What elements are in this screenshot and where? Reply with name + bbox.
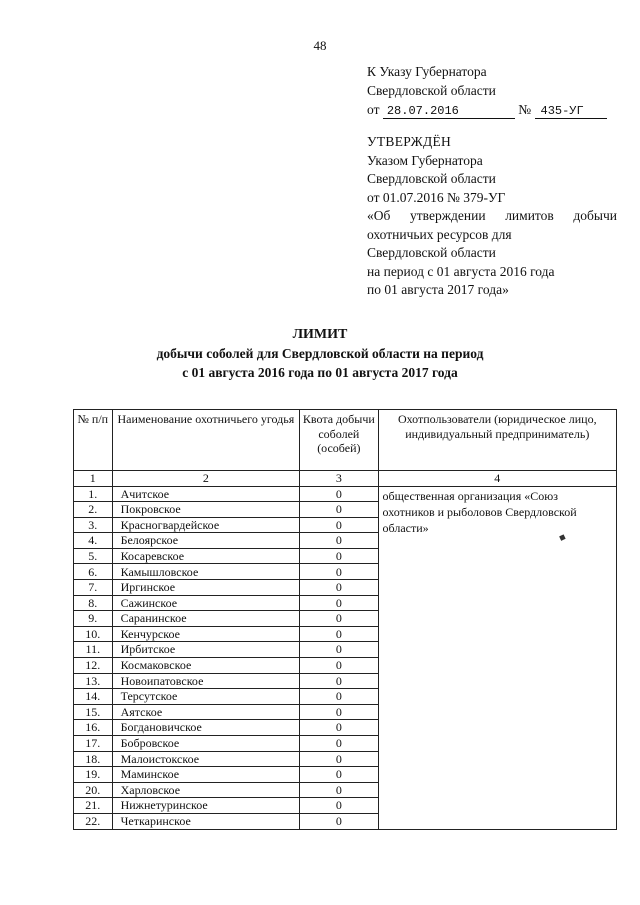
heading-line-3: с 01 августа 2016 года по 01 августа 2017 года (182, 365, 458, 380)
sable-quota: 0 (300, 517, 378, 533)
hunting-ground-name: Иргинское (112, 580, 300, 596)
table-row (74, 486, 617, 502)
row-number: 12. (74, 658, 113, 674)
row-number: 6. (74, 564, 113, 580)
approval-line: от 01.07.2016 № 379-УГ (367, 189, 506, 205)
hunting-user: общественная организация «Союз охотников и рыболовов Свердловской области» (378, 486, 616, 829)
header-quota: Квота добычи соболей (особей) (300, 410, 378, 471)
sable-quota: 0 (300, 658, 378, 674)
sable-quota: 0 (300, 626, 378, 642)
hunting-ground-name: Ачитское (112, 486, 300, 502)
approval-line: Указом Губернатора (367, 152, 483, 168)
column-numbers-row (74, 471, 617, 487)
sable-quota: 0 (300, 813, 378, 829)
annex-date: 28.07.2016 (383, 104, 515, 119)
approval-block (367, 133, 617, 300)
sable-quota: 0 (300, 595, 378, 611)
column-number: 2 (112, 471, 300, 487)
sable-quota: 0 (300, 673, 378, 689)
sable-quota: 0 (300, 580, 378, 596)
sable-quota: 0 (300, 502, 378, 518)
hunting-ground-name: Покровское (112, 502, 300, 518)
approval-line: на период с 01 августа 2016 года (367, 263, 555, 279)
sable-quota: 0 (300, 720, 378, 736)
sable-quota: 0 (300, 486, 378, 502)
sable-quota: 0 (300, 704, 378, 720)
annex-line-2: Свердловской области (367, 83, 496, 98)
annex-number-label: № (518, 102, 532, 117)
annex-date-line (367, 100, 607, 119)
row-number: 13. (74, 673, 113, 689)
row-number: 7. (74, 580, 113, 596)
approval-line: Свердловской области (367, 245, 496, 260)
sable-quota: 0 (300, 548, 378, 564)
row-number: 17. (74, 736, 113, 752)
column-number: 4 (378, 471, 616, 487)
row-number: 11. (74, 642, 113, 658)
hunting-ground-name: Новоипатовское (112, 673, 300, 689)
hunting-ground-name: Бобровское (112, 736, 300, 752)
row-number: 20. (74, 782, 113, 798)
sable-quota: 0 (300, 782, 378, 798)
row-number: 22. (74, 813, 113, 829)
annex-number: 435-УГ (535, 104, 607, 119)
hunting-ground-name: Косаревское (112, 548, 300, 564)
annex-line-1: К Указу Губернатора (367, 64, 487, 79)
row-number: 14. (74, 689, 113, 705)
hunting-ground-name: Четкаринское (112, 813, 300, 829)
hunting-ground-name: Богдановичское (112, 720, 300, 736)
hunting-ground-name: Нижнетуринское (112, 798, 300, 814)
hunting-ground-name: Космаковское (112, 658, 300, 674)
approval-line: «Об утверждении лимитов добычи (367, 208, 617, 223)
document-heading (0, 325, 640, 382)
sable-quota: 0 (300, 533, 378, 549)
row-number: 21. (74, 798, 113, 814)
header-name: Наименование охотничьего угодья (112, 410, 300, 471)
row-number: 2. (74, 502, 113, 518)
hunting-ground-name: Аятское (112, 704, 300, 720)
hunting-ground-name: Сажинское (112, 595, 300, 611)
annex-block (367, 62, 607, 119)
row-number: 5. (74, 548, 113, 564)
hunting-ground-name: Белоярское (112, 533, 300, 549)
page-number: 48 (313, 38, 327, 53)
approval-title: УТВЕРЖДЁН (367, 134, 452, 149)
row-number: 18. (74, 751, 113, 767)
sable-quota: 0 (300, 767, 378, 783)
row-number: 4. (74, 533, 113, 549)
sable-quota: 0 (300, 611, 378, 627)
hunting-ground-name: Кенчурское (112, 626, 300, 642)
sable-quota: 0 (300, 798, 378, 814)
approval-line: по 01 августа 2017 года» (367, 282, 509, 297)
row-number: 16. (74, 720, 113, 736)
row-number: 1. (74, 486, 113, 502)
scan-mark: ◆ (557, 531, 568, 543)
header-num: № п/п (74, 410, 113, 471)
annex-from-label: от (367, 102, 380, 117)
hunting-ground-name: Терсутское (112, 689, 300, 705)
approval-line: охотничьих ресурсов для (367, 226, 512, 242)
row-number: 9. (74, 611, 113, 627)
hunting-ground-name: Красногвардейское (112, 517, 300, 533)
hunting-ground-name: Харловское (112, 782, 300, 798)
heading-line-2: добычи соболей для Свердловской области на период (156, 346, 484, 361)
row-number: 3. (74, 517, 113, 533)
hunting-ground-name: Камышловское (112, 564, 300, 580)
row-number: 19. (74, 767, 113, 783)
row-number: 15. (74, 704, 113, 720)
sable-quota: 0 (300, 736, 378, 752)
sable-quota: 0 (300, 564, 378, 580)
sable-quota: 0 (300, 751, 378, 767)
sable-quota: 0 (300, 689, 378, 705)
approval-line: Свердловской области (367, 171, 496, 186)
column-number: 3 (300, 471, 378, 487)
hunting-ground-name: Малоистокское (112, 751, 300, 767)
column-number: 1 (74, 471, 113, 487)
header-user: Охотпользователи (юридическое лицо, индивидуальный предприниматель) (378, 410, 616, 471)
sable-quota: 0 (300, 642, 378, 658)
table-header-row (74, 410, 617, 471)
table-body (74, 486, 617, 829)
heading-title: ЛИМИТ (292, 327, 348, 342)
hunting-ground-name: Саранинское (112, 611, 300, 627)
hunting-ground-name: Маминское (112, 767, 300, 783)
limits-table (73, 409, 617, 830)
row-number: 8. (74, 595, 113, 611)
hunting-ground-name: Ирбитское (112, 642, 300, 658)
row-number: 10. (74, 626, 113, 642)
